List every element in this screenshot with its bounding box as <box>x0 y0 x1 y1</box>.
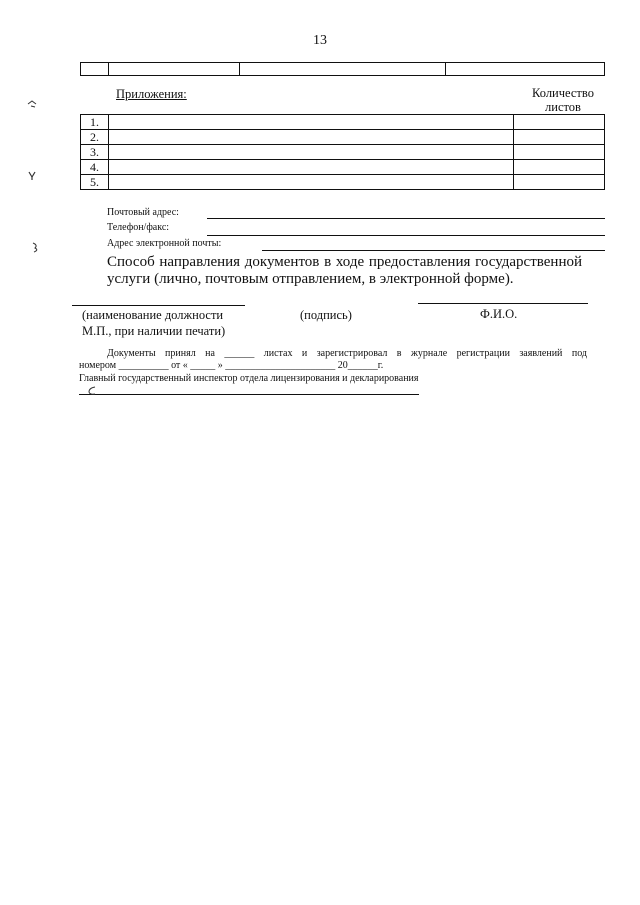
appendices-table <box>80 114 605 190</box>
phone-fax-label: Телефон/факс: <box>107 222 170 233</box>
row-number: 1. <box>81 115 109 130</box>
registration-line-2: номером __________ от « _____ » ______________________ 20______г. <box>79 360 384 371</box>
margin-mark-icon <box>30 240 42 254</box>
top-table-row <box>80 62 605 76</box>
table-divider <box>445 63 446 75</box>
position-caption: (наименование должности <box>82 308 224 322</box>
inspector-signature-line[interactable] <box>79 394 419 395</box>
inspector-title: Главный государственный инспектор отдела лицензирования и декларирования <box>79 373 419 384</box>
postal-address-label: Почтовый адрес: <box>107 207 179 218</box>
appendix-name-cell[interactable] <box>109 145 514 160</box>
appendix-qty-cell[interactable] <box>514 145 605 160</box>
table-divider <box>108 63 109 75</box>
email-field[interactable] <box>262 250 605 251</box>
margin-mark-icon <box>26 96 40 110</box>
table-row <box>81 145 605 160</box>
appendix-qty-cell[interactable] <box>514 115 605 130</box>
table-row <box>81 115 605 130</box>
appendices-title: Приложения: <box>116 87 187 101</box>
appendix-qty-cell[interactable] <box>514 175 605 190</box>
appendix-name-cell[interactable] <box>109 130 514 145</box>
row-number: 2. <box>81 130 109 145</box>
handwritten-mark-icon <box>86 385 98 397</box>
signature-caption: (подпись) <box>300 308 352 322</box>
full-name-caption: Ф.И.О. <box>480 307 518 321</box>
email-label: Адрес электронной почты: <box>107 238 222 249</box>
position-line[interactable] <box>72 305 245 306</box>
postal-address-field[interactable] <box>207 218 605 219</box>
submission-method-text: Способ направления документов в ходе предоставления государственной услуги (лично, почтовым отправлением, в электронной форме). <box>107 254 582 287</box>
quantity-header: Количество листов <box>532 86 594 114</box>
row-number: 3. <box>81 145 109 160</box>
page-number: 13 <box>313 33 327 48</box>
row-number: 5. <box>81 175 109 190</box>
appendix-qty-cell[interactable] <box>514 130 605 145</box>
table-divider <box>239 63 240 75</box>
phone-fax-field[interactable] <box>207 235 605 236</box>
appendix-name-cell[interactable] <box>109 175 514 190</box>
margin-mark-icon <box>26 168 38 182</box>
appendix-name-cell[interactable] <box>109 160 514 175</box>
appendix-name-cell[interactable] <box>109 115 514 130</box>
stamp-caption: М.П., при наличии печати) <box>82 324 226 338</box>
registration-line-1: Документы принял на ______ листах и зарегистрировал в журнале регистрации заявлений под <box>107 348 587 359</box>
name-line[interactable] <box>418 303 588 304</box>
table-row <box>81 130 605 145</box>
appendix-qty-cell[interactable] <box>514 160 605 175</box>
row-number: 4. <box>81 160 109 175</box>
table-row <box>81 160 605 175</box>
table-row <box>81 175 605 190</box>
